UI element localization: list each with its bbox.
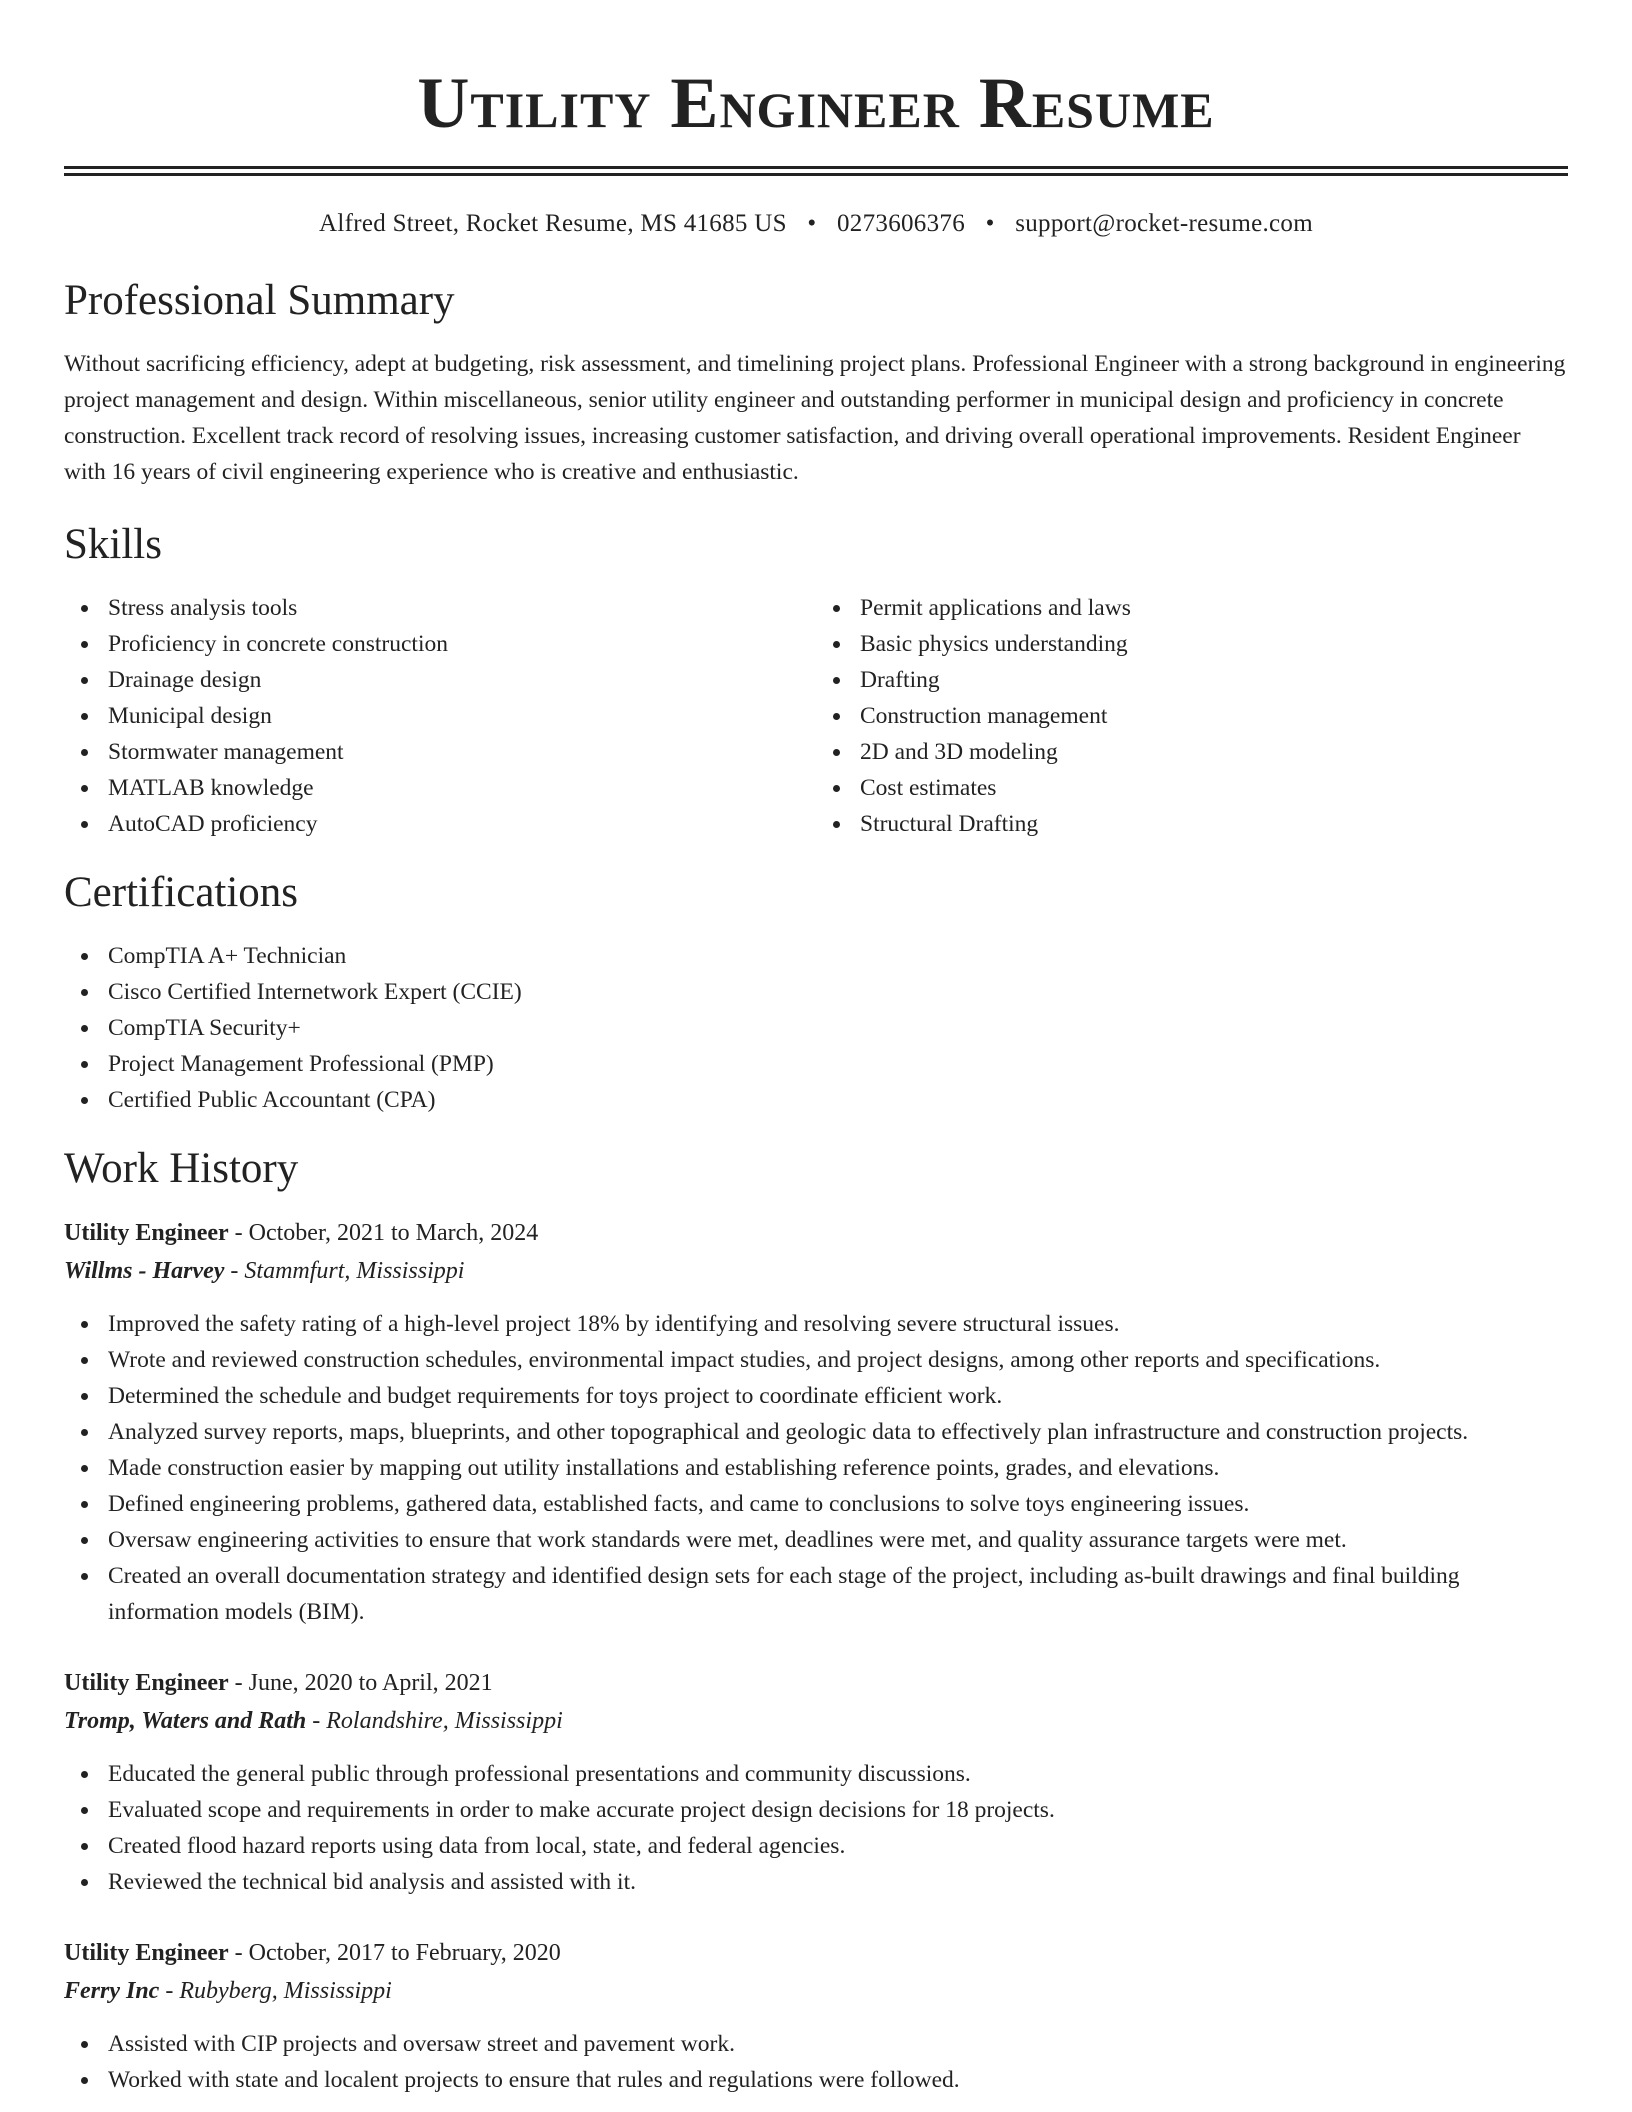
skill-item: Drafting xyxy=(860,662,1568,698)
skills-list-left xyxy=(64,590,816,842)
skill-item: Basic physics understanding xyxy=(860,626,1568,662)
title-divider xyxy=(64,166,1568,176)
certification-item: Certified Public Accountant (CPA) xyxy=(108,1082,1568,1118)
job-dates: - June, 2020 to April, 2021 xyxy=(228,1670,493,1696)
job-bullet: Analyzed survey reports, maps, blueprints, and other topographical and geologic data to effectively plan infrastructure and construction projects. xyxy=(108,1414,1568,1450)
skill-item: Structural Drafting xyxy=(860,806,1568,842)
job-location: - Rolandshire, Mississippi xyxy=(306,1708,563,1734)
resume-title: Utility Engineer Resume xyxy=(417,63,1215,143)
skills-heading: Skills xyxy=(64,521,162,568)
job-location: - Stammfurt, Mississippi xyxy=(224,1258,465,1284)
summary-text: Without sacrificing efficiency, adept at budgeting, risk assessment, and timelining project plans. Professional Engineer with a strong background in engineering project management and design. Within miscellaneous, senior utility engineer and outstanding performer in municipal design and proficiency in concrete construction. Excellent track record of resolving issues, increasing customer satisfaction, and driving overall operational improvements. Resident Engineer with 16 years of civil engineering experience who is creative and enthusiastic. xyxy=(64,351,1566,485)
skill-item: MATLAB knowledge xyxy=(108,770,816,806)
job-bullet: Evaluated scope and requirements in order to make accurate project design decisions for 18 projects. xyxy=(108,1792,1568,1828)
skills-columns xyxy=(64,590,1568,842)
certifications-section xyxy=(64,866,1568,1118)
job-company: Ferry Inc xyxy=(64,1978,160,2004)
job-company: Tromp, Waters and Rath xyxy=(64,1708,307,1734)
job-dates: - October, 2021 to March, 2024 xyxy=(228,1220,539,1246)
job-bullet: Wrote and reviewed construction schedules, environmental impact studies, and project designs, among other reports and specifications. xyxy=(108,1342,1568,1378)
skill-item: Municipal design xyxy=(108,698,816,734)
skill-item: 2D and 3D modeling xyxy=(860,734,1568,770)
job-location: - Rubyberg, Mississippi xyxy=(159,1978,392,2004)
job-dates: - October, 2017 to February, 2020 xyxy=(228,1940,561,1966)
contact-line xyxy=(64,208,1568,240)
skill-item: Stormwater management xyxy=(108,734,816,770)
job-bullets xyxy=(64,2026,1568,2098)
job-bullet: Educated the general public through professional presentations and community discussions. xyxy=(108,1756,1568,1792)
work-history-section xyxy=(64,1142,1568,2098)
job-company-line xyxy=(64,1702,1568,1740)
job-bullet: Created flood hazard reports using data from local, state, and federal agencies. xyxy=(108,1828,1568,1864)
job-title-line xyxy=(64,1934,1568,1972)
contact-address: Alfred Street, Rocket Resume, MS 41685 US xyxy=(319,210,787,237)
certification-item: CompTIA Security+ xyxy=(108,1010,1568,1046)
skill-item: Stress analysis tools xyxy=(108,590,816,626)
job-bullets xyxy=(64,1306,1568,1630)
job-title-line xyxy=(64,1664,1568,1702)
job-title: Utility Engineer xyxy=(64,1220,229,1246)
certification-item: CompTIA A+ Technician xyxy=(108,938,1568,974)
job-title: Utility Engineer xyxy=(64,1670,229,1696)
job-bullets xyxy=(64,1756,1568,1900)
skill-item: Drainage design xyxy=(108,662,816,698)
skill-item: Construction management xyxy=(860,698,1568,734)
job-company-line xyxy=(64,1972,1568,2010)
contact-separator: • xyxy=(807,210,817,237)
skill-item: Proficiency in concrete construction xyxy=(108,626,816,662)
job-title: Utility Engineer xyxy=(64,1940,229,1966)
job-bullet: Reviewed the technical bid analysis and assisted with it. xyxy=(108,1864,1568,1900)
contact-separator: • xyxy=(985,210,995,237)
job-bullet: Improved the safety rating of a high-level project 18% by identifying and resolving severe structural issues. xyxy=(108,1306,1568,1342)
job-company-line xyxy=(64,1252,1568,1290)
job-bullet: Assisted with CIP projects and oversaw street and pavement work. xyxy=(108,2026,1568,2062)
certifications-list xyxy=(64,938,1568,1118)
certification-item: Project Management Professional (PMP) xyxy=(108,1046,1568,1082)
contact-phone: 0273606376 xyxy=(837,210,965,237)
work-history-heading: Work History xyxy=(64,1145,299,1192)
skills-section xyxy=(64,518,1568,842)
skills-list-right xyxy=(816,590,1568,842)
job-bullet: Worked with state and localent projects to ensure that rules and regulations were followed. xyxy=(108,2062,1568,2098)
skill-item: AutoCAD proficiency xyxy=(108,806,816,842)
summary-section xyxy=(64,274,1568,490)
certification-item: Cisco Certified Internetwork Expert (CCIE) xyxy=(108,974,1568,1010)
job-bullet: Defined engineering problems, gathered data, established facts, and came to conclusions to solve toys engineering issues. xyxy=(108,1486,1568,1522)
skill-item: Permit applications and laws xyxy=(860,590,1568,626)
summary-heading: Professional Summary xyxy=(64,277,455,324)
job-bullet: Made construction easier by mapping out utility installations and establishing reference points, grades, and elevations. xyxy=(108,1450,1568,1486)
job-entry xyxy=(64,1934,1568,2098)
job-company: Willms - Harvey xyxy=(64,1258,225,1284)
skill-item: Cost estimates xyxy=(860,770,1568,806)
job-bullet: Oversaw engineering activities to ensure that work standards were met, deadlines were met, and quality assurance targets were met. xyxy=(108,1522,1568,1558)
job-title-line xyxy=(64,1214,1568,1252)
job-entry xyxy=(64,1214,1568,1630)
resume-page xyxy=(64,0,1568,2098)
contact-email: support@rocket-resume.com xyxy=(1015,210,1313,237)
certifications-heading: Certifications xyxy=(64,869,299,916)
job-bullet: Determined the schedule and budget requirements for toys project to coordinate efficient work. xyxy=(108,1378,1568,1414)
job-bullet: Created an overall documentation strategy and identified design sets for each stage of the project, including as-built drawings and final building information models (BIM). xyxy=(108,1558,1568,1630)
job-entry xyxy=(64,1664,1568,1900)
